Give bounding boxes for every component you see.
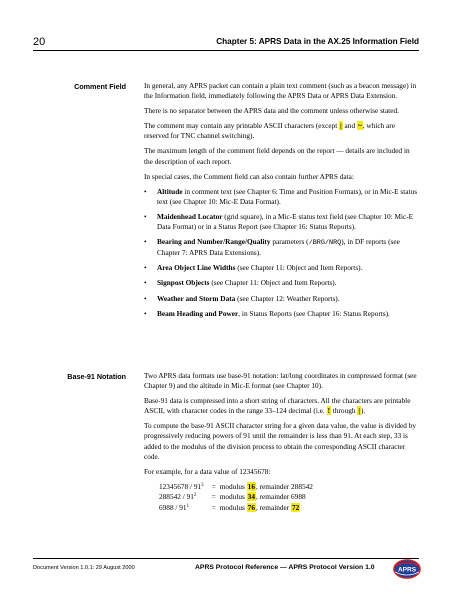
division-expression: $12345678 / 91^3$ bbox=[159, 481, 204, 491]
header-rule bbox=[33, 50, 419, 51]
list-item: • Area Object Line Widths (see Chapter 11: Object and Item Reports). bbox=[144, 263, 419, 273]
highlighted-value: 72 bbox=[292, 502, 300, 512]
highlighted-char: ! bbox=[327, 406, 330, 416]
document-version: Document Version 1.0.1: 29 August 2000 bbox=[33, 565, 135, 571]
list-item: • Bearing and Number/Range/Quality parameters (/BRG/NRQ), in DF reports (see Chapter 7: APRS Data Extensions). bbox=[144, 237, 419, 258]
code-text: /BRG/NRQ bbox=[308, 239, 342, 248]
footer-title: APRS Protocol Reference — APRS Protocol Version 1.0 bbox=[195, 564, 375, 571]
table-row bbox=[159, 503, 313, 513]
comment-field-section bbox=[144, 81, 419, 324]
list-item: • Beam Heading and Power, in Status Reports (see Chapter 16: Status Reports). bbox=[144, 309, 419, 319]
highlighted-char: | bbox=[358, 406, 360, 416]
aprs-logo-icon bbox=[392, 557, 422, 581]
equals-sign: = bbox=[211, 502, 216, 512]
division-result: modulus 34, remainder 6988 bbox=[219, 492, 306, 502]
division-result: modulus 76, remainder 72 bbox=[219, 502, 300, 512]
comment-field-paragraph: In special cases, the Comment field can also contain further APRS data: bbox=[144, 171, 354, 181]
equals-sign: = bbox=[211, 492, 216, 502]
base91-paragraph: To compute the base-91 ASCII character string for a given data value, the value is divided by progressively reducing powers of 91 until the remainder is less than 91. At each step, 33 is added to the modulus of the division process to obtain the corresponding ASCII character code. bbox=[144, 421, 417, 461]
highlighted-value: 16 bbox=[247, 481, 255, 491]
equals-sign: = bbox=[211, 481, 216, 491]
list-item: • Weather and Storm Data (see Chapter 12: Weather Reports). bbox=[144, 294, 419, 304]
base91-paragraph: For example, for a data value of 12345678: bbox=[144, 466, 271, 476]
table-row bbox=[159, 482, 313, 492]
division-expression: $6988 / 91^1$ bbox=[159, 502, 189, 512]
chapter-title: Chapter 5: APRS Data in the AX.25 Information Field bbox=[216, 37, 419, 46]
comment-field-paragraph: In general, any APRS packet can contain a plain text comment (such as a beacon message) in the Information field, immediately following the APRS Data or APRS Data Extension. bbox=[144, 81, 417, 101]
base91-heading: Base-91 Notation bbox=[67, 372, 126, 381]
highlighted-value: 76 bbox=[247, 502, 255, 512]
comment-field-heading: Comment Field bbox=[74, 82, 126, 91]
highlighted-char: ~ bbox=[357, 121, 362, 131]
division-expression: $288542 / 91^2$ bbox=[159, 492, 197, 502]
footer-rule bbox=[33, 558, 419, 559]
aprs-data-list bbox=[144, 187, 419, 319]
logo-text: APRS bbox=[397, 566, 417, 574]
division-result: modulus 16, remainder 288542 bbox=[219, 481, 313, 491]
base91-paragraph: Base-91 data is compressed into a short string of characters. All the characters are printable ASCII, with character codes in the range 33–124 decimal (i.e. ! through |). bbox=[144, 396, 411, 416]
table-row bbox=[159, 492, 313, 502]
comment-field-paragraph: There is no separator between the APRS data and the comment unless otherwise stated. bbox=[144, 106, 399, 116]
highlighted-value: 34 bbox=[247, 492, 255, 502]
highlighted-char: | bbox=[340, 121, 342, 131]
base91-section bbox=[144, 371, 419, 513]
page-number: 20 bbox=[33, 36, 46, 48]
base91-example-table bbox=[159, 482, 313, 513]
list-item: • Maidenhead Locator (grid square), in a Mic-E status text field (see Chapter 10: Mic-E Data Format) or in a Status Report (see Chapter 16: Status Reports). bbox=[144, 212, 419, 232]
list-item: • Signpost Objects (see Chapter 11: Object and Item Reports). bbox=[144, 278, 419, 288]
comment-field-paragraph: The maximum length of the comment field depends on the report — details are included in the description of each report. bbox=[144, 146, 410, 166]
base91-paragraph: Two APRS data formats use base-91 notation: lat/long coordinates in compressed format (see Chapter 9) and the altitude in Mic-E format (see Chapter 10). bbox=[144, 371, 417, 391]
comment-field-paragraph: The comment may contain any printable ASCII characters (except | and ~, which are reserved for TNC channel switching). bbox=[144, 121, 395, 141]
list-item: • Altitude in comment text (see Chapter 6: Time and Position Formats), or in Mic-E status text (see Chapter 10: Mic-E Data Format). bbox=[144, 187, 419, 207]
